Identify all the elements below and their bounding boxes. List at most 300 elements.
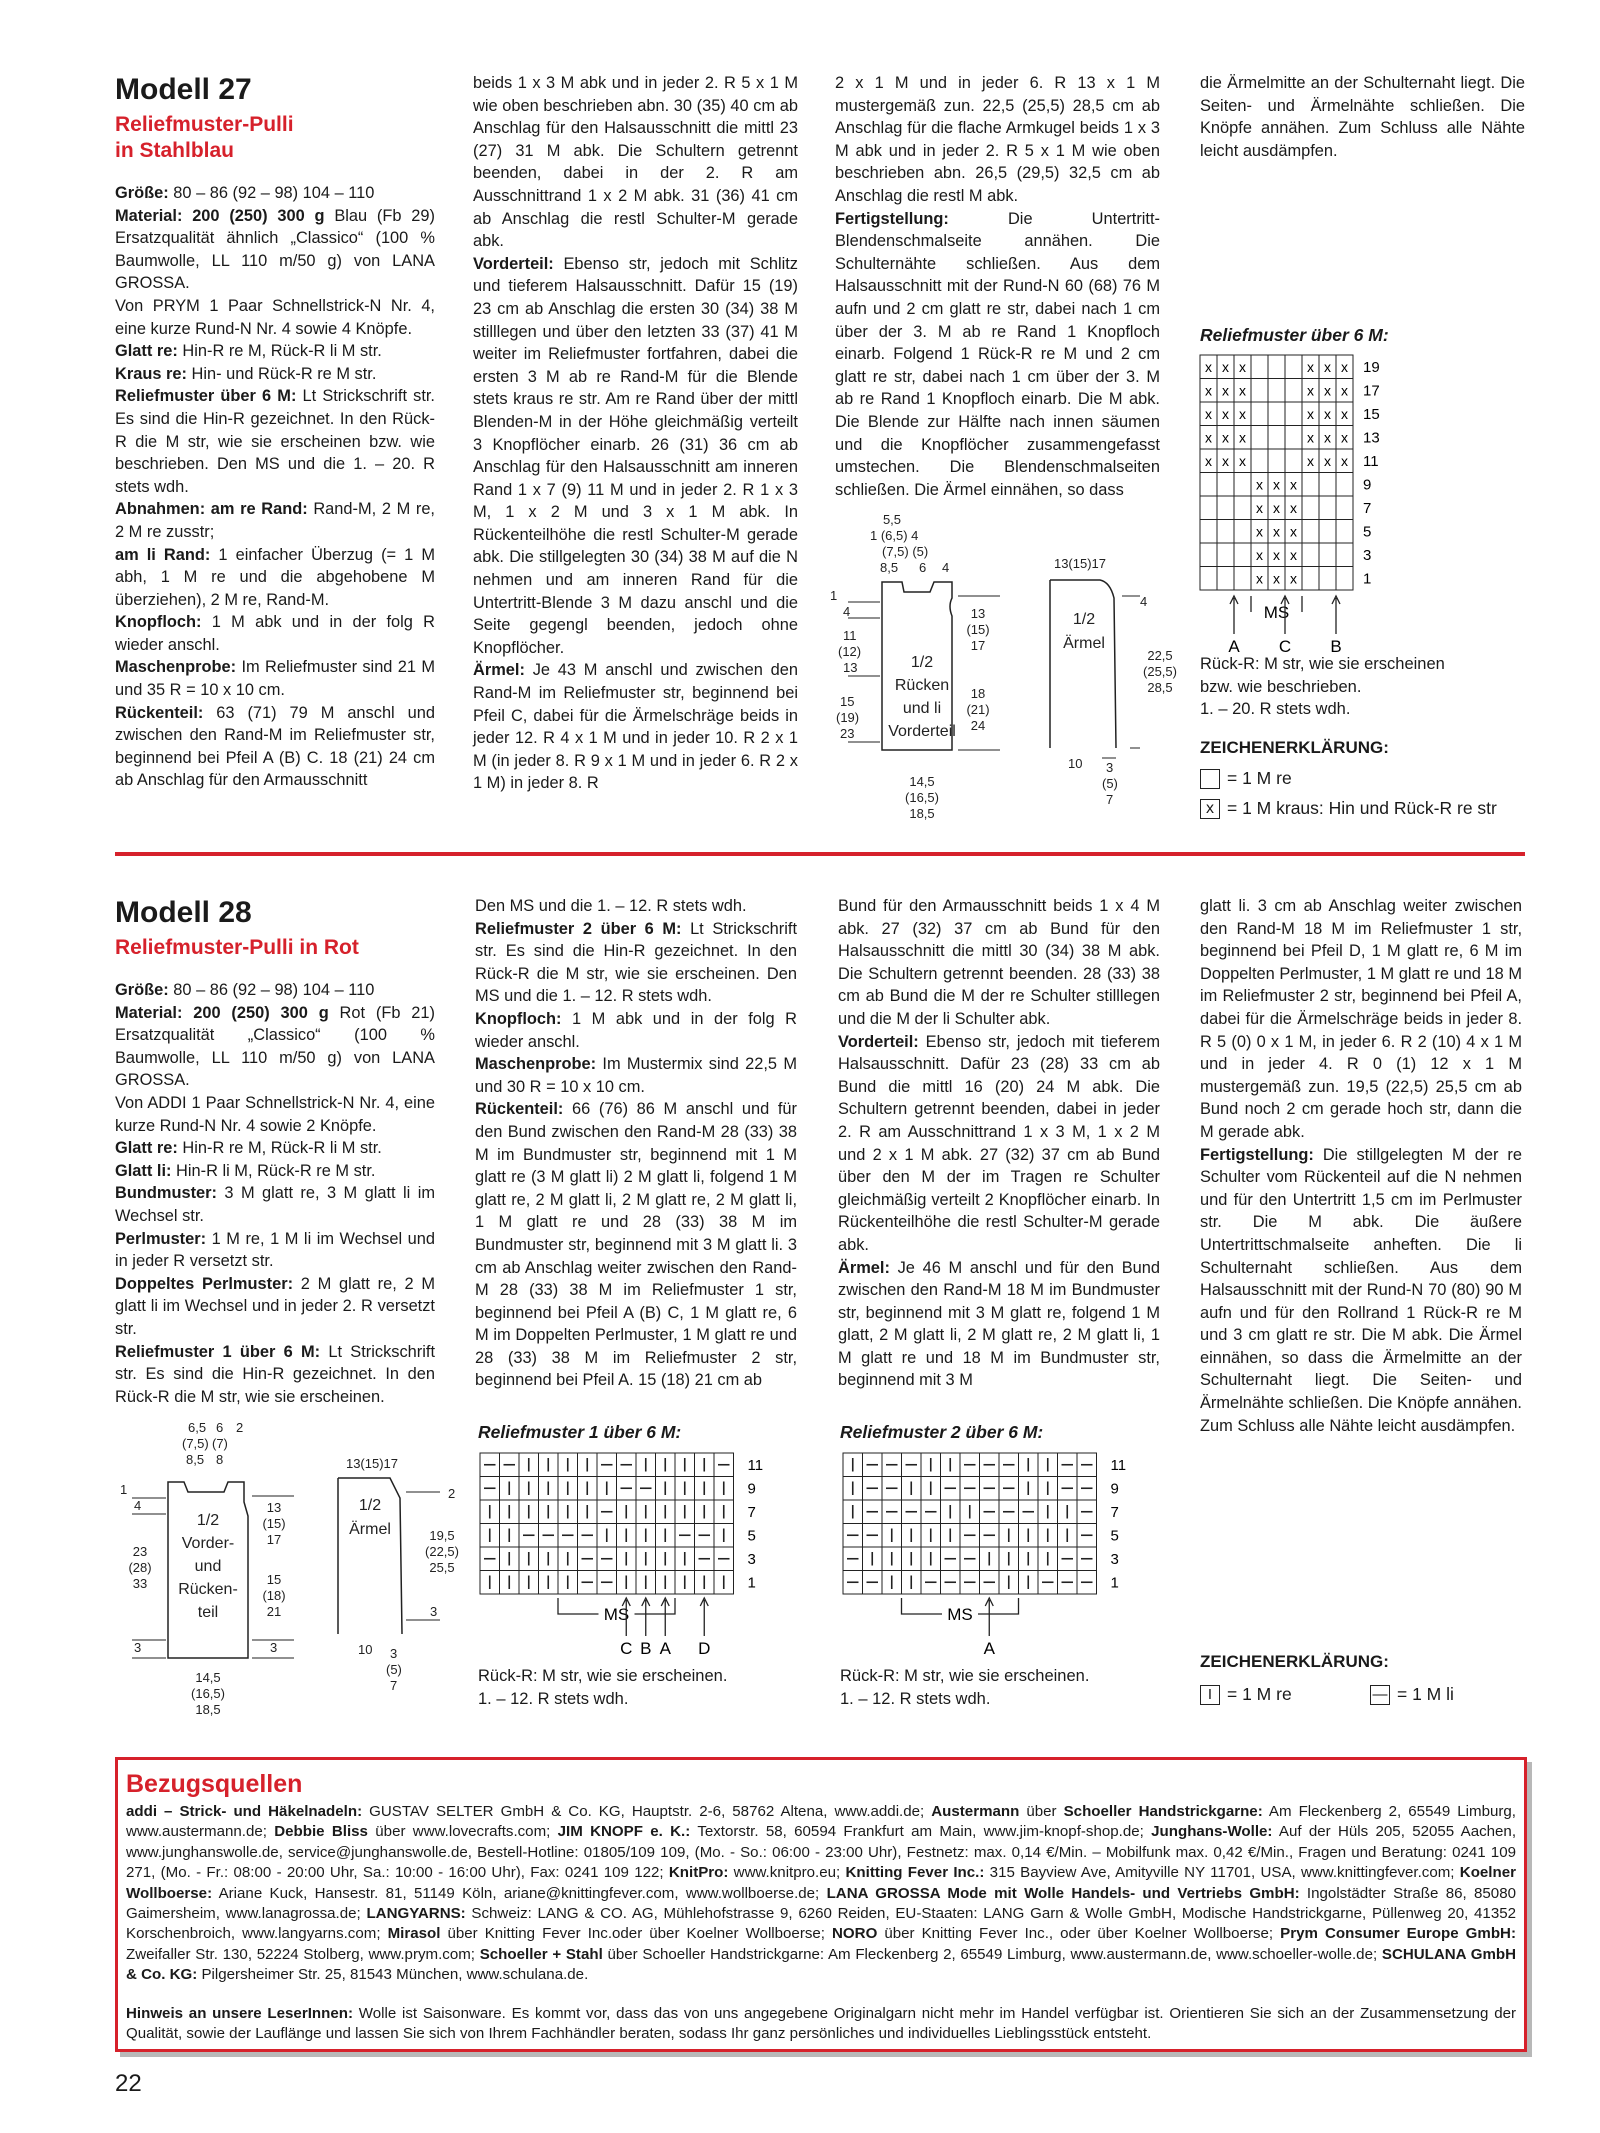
dim: 15 (840, 694, 855, 709)
paragraph (1200, 1144, 1522, 1438)
chart-cell-x: x (1324, 452, 1331, 469)
chart-cell (1217, 496, 1234, 520)
chart-cell-x: x (1273, 499, 1280, 516)
paragraph-text: 1 einfacher Überzug (= 1 M abh, 1 M re und die abgehobene M überziehen), 2 M re, Rand-M. (115, 545, 436, 609)
chart-cell (1200, 543, 1217, 567)
dim: 1 (120, 1482, 128, 1497)
schematic-label: Ärmel (1063, 635, 1105, 652)
dim: 6 (919, 560, 927, 575)
modell27-subtitle (115, 112, 435, 164)
paragraph (115, 295, 435, 340)
paragraph-text: Lt Strickschrift str. Es sind die Hin-R gezeichnet. In den Rück-R die M str, wie sie erscheinen. Den MS und die 1. – 12. R stets wdh. (475, 919, 798, 1006)
modell28-reliefmuster1-chart (475, 1448, 805, 1658)
supplier-name: Debbie Bliss (274, 1823, 368, 1841)
modell28-col2-text (475, 895, 797, 1392)
supplier-details: Pilgersheimer Str. 25, 81543 München, www.schulana.de. (197, 1966, 589, 1984)
chart-arrow-label: B (1330, 637, 1342, 656)
paragraph-text: Im Reliefmuster sind 21 M und 35 R = 10 x 10 cm. (115, 658, 435, 700)
chart-arrow (661, 1598, 669, 1636)
paragraph-text: 63 (71) 79 M anschl und zwischen den Rand-M im Reliefmuster str, beginnend bei Pfeil A (B) C. 18 (21) 24 cm ab Anschlag für den Armausschnitt (115, 703, 435, 790)
modell27-subtitle-line2: in Stahlblau (115, 139, 235, 162)
modell28-chart2-note (840, 1665, 1089, 1710)
dim: 19,5 (429, 1528, 455, 1543)
supplier-details: Textorstr. 58, 60594 Frankfurt am Main, www.jim-knopf-shop.de; (690, 1823, 1152, 1841)
paragraph (115, 1160, 435, 1183)
dim: (21) (966, 702, 990, 717)
chart-row-number: 9 (1110, 1480, 1119, 1498)
paragraph-label: Reliefmuster über 6 M: (115, 387, 297, 406)
chart-cell (1200, 496, 1217, 520)
modell28-chart2-caption: Reliefmuster 2 über 6 M: (840, 1422, 1044, 1442)
chart-cell (1319, 567, 1336, 591)
chart-cell-x: x (1239, 405, 1246, 422)
supplier-details: Auf der Hüls 205, 52055 Aachen, www.junghanswolle.de, service@junghanswolle.de, Bestell-Hotline: 01805/109 109, (Mo. - So.: 06:00 - 23:00 Uhr), Festnetz: max. 0,14 €/Min. – Mobilfunk max. 0,42 €/Min., Fragen und Beratung: 0241 109 271, (Mo. - Fr.: 08:00 - 20:00 Uhr, Sa.: 10:00 - 16:00 Uhr), Fax: 0241 109 122; (126, 1823, 1517, 1882)
legend-symbol: I (1207, 1686, 1213, 1703)
dim: 23 (840, 726, 855, 741)
chart-cell (1302, 543, 1319, 567)
paragraph-text: Je 43 M anschl und zwischen den Rand-M im Reliefmuster str, beginnend bei Pfeil C, dabei für die Ärmelschräge beids in jeder 12. R 4 x 1 M und in jeder 10. R 2 x 1 M (in jeder 8. R 9 x 1 M und in jeder 6. R 2 x 1 M) in jeder 8. R (473, 661, 798, 793)
paragraph-label: Perlmuster: (115, 1229, 207, 1248)
legend-label: = 1 M kraus: Hin und Rück-R re str (1227, 798, 1497, 818)
dim: (15) (262, 1516, 286, 1531)
modell27-reliefmuster-chart (1195, 350, 1455, 656)
paragraph-label: Ärmel: (473, 661, 525, 680)
modell27-subtitle-line1: Reliefmuster-Pulli (115, 113, 294, 136)
chart-cell-x: x (1256, 476, 1263, 493)
note-line: bzw. wie beschrieben. (1200, 677, 1362, 696)
paragraph (473, 659, 798, 795)
bezugsquellen-box (115, 1757, 1527, 2052)
paragraph (475, 1053, 797, 1098)
supplier-details: Ingolstädter Straße 86, 85080 Gaimersheim, www.lanagrossa.de; (126, 1884, 1516, 1923)
paragraph-text: beids 1 x 3 M abk und in jeder 2. R 5 x 1 M wie oben beschrieben abn. 30 (35) 40 cm ab Anschlag für den Halsausschnitt die mittl 23 (27) 31 M abk. Die Schultern getrennt beenden, dabei in der 2. R am Ausschnittrand 1 x 2 M abk. 31 (36) 41 cm ab Anschlag die restl Schulter-M gerade abk. (473, 74, 798, 251)
chart-arrow (1332, 596, 1340, 634)
schematic-label: Ärmel (349, 1521, 391, 1538)
note-line: 1. – 12. R stets wdh. (840, 1689, 991, 1708)
modell27-column-2 (473, 72, 798, 795)
dim: (12) (838, 644, 862, 659)
note-line: Rück-R: M str, wie sie erscheinen (1200, 655, 1445, 673)
chart-cell-x: x (1290, 570, 1297, 587)
supplier-details: www.knitpro.eu; (728, 1864, 846, 1882)
chart-cell-x: x (1290, 476, 1297, 493)
chart-cell-x: x (1222, 405, 1229, 422)
paragraph-text: Lt Strickschrift str. Es sind die Hin-R gezeichnet. In den Rück-R die M str, wie sie erscheinen. (115, 1342, 435, 1406)
dim: 21 (266, 1604, 282, 1619)
paragraph (115, 385, 435, 498)
paragraph-text: Den MS und die 1. – 12. R stets wdh. (475, 897, 747, 915)
paragraph-label: Glatt re: (115, 342, 178, 361)
paragraph-text: 2 x 1 M und in jeder 6. R 13 x 1 M mustergemäß zun. 22,5 (25,5) 28,5 cm ab Anschlag für die flache Armkugel beids 1 x 3 M abk und in jeder 2. R 5 x 1 M wie oben beschrieben abn. 26,5 (29,5) 32,5 cm ab Anschlag die restl M abk. (835, 74, 1160, 205)
paragraph-text: Hin-R li M, Rück-R re M str. (171, 1161, 376, 1180)
note-line: Rück-R: M str, wie sie erscheinen. (478, 1667, 728, 1685)
chart-cell (1217, 543, 1234, 567)
modell27-col2-text (473, 72, 798, 795)
schematic-label: teil (197, 1604, 219, 1621)
paragraph (835, 208, 1160, 502)
paragraph (115, 1002, 435, 1092)
modell28-reliefmuster2-chart (838, 1448, 1168, 1658)
paragraph-text: 80 – 86 (92 – 98) 104 – 110 (168, 981, 375, 999)
modell27-col3-text (835, 72, 1160, 501)
modell27-legend-empty (1200, 768, 1292, 789)
paragraph-text: Hin- und Rück-R re M str. (186, 364, 377, 383)
paragraph-text: Ebenso str, jedoch mit tieferem Halsausschnitt. Dafür 23 (28) 33 cm ab Bund die mittl 16 (20) 24 M abk. Die Schultern getrennt beenden, dabei in jeder 2. R am Ausschnittrand 1 x 3 M, 1 x 2 M und 2 x 1 M abk. 27 (32) 37 cm ab Bund über den M der im Tragen re Schulter gleichmäßig verteilt 2 Knopflöcher einarb. In Rückenteilhöhe die restl Schulter-M gerade abk. (838, 1032, 1160, 1254)
paragraph-text: die Ärmelmitte an der Schulternaht liegt. Die Seiten- und Ärmelnähte schließen. Die Knöpfe annähen. Zum Schluss alle Nähte leicht ausdämpfen. (1200, 74, 1525, 160)
dim: 13 (266, 1500, 282, 1515)
chart-cell-x: x (1273, 523, 1280, 540)
paragraph-label: Material: 200 (250) 300 g (115, 206, 325, 225)
paragraph (473, 72, 798, 253)
dim: (22,5) (425, 1544, 459, 1559)
chart-cell (1200, 473, 1217, 497)
chart-cell (1302, 473, 1319, 497)
paragraph (1200, 72, 1525, 162)
schematic-label: Rücken- (178, 1581, 238, 1598)
chart-arrow-label: A (1228, 637, 1240, 656)
chart-cell (1217, 567, 1234, 591)
chart-cell-x: x (1273, 570, 1280, 587)
paragraph-label: Rückenteil: (115, 703, 204, 722)
chart-arrow (1230, 596, 1238, 634)
paragraph-text: 1 M abk und in der folg R wieder anschl. (115, 613, 435, 654)
supplier-details: über Schoeller Handstrickgarne: Am Fleckenberg 2, 65549 Limburg, www.austermann.de, www.schoeller-wolle.de; (602, 1945, 1382, 1963)
paragraph-label: Maschenprobe: (115, 658, 237, 677)
chart-cell-x: x (1205, 429, 1212, 446)
paragraph (115, 1137, 435, 1160)
supplier-name: NORO (832, 1925, 878, 1943)
chart-row-number: 17 (1363, 382, 1380, 400)
paragraph-text: Blau (Fb 29) Ersatzqualität ähnlich „Classico“ (100 % Baumwolle, LL 110 m/50 g) von LANA GROSSA. (115, 206, 435, 293)
dim: 18,5 (909, 806, 935, 821)
chart-cell-x: x (1290, 499, 1297, 516)
modell27-legend-kraus (1200, 798, 1497, 819)
supplier-name: Koelner Wollboerse: (126, 1864, 1516, 1902)
supplier-details: 315 Bayview Ave, Amityville NY 11701, USA, www.knittingfever.com; (984, 1864, 1460, 1882)
chart-cell-x: x (1205, 452, 1212, 469)
chart-cell (1268, 355, 1285, 379)
dim: 8,5 (186, 1452, 205, 1467)
supplier-details: Schweiz: LANG & CO. AG, Mühlehofstrasse 9, 6260 Reiden, EU-Staaten: LANG Garn & Wolle GmbH, Modische Handstrickgarne, Püllenweg 20, 41352 Korschenbroich, www.langyarns.com; (126, 1905, 1516, 1943)
dim: 4 (942, 560, 950, 575)
paragraph-label: Vorderteil: (473, 254, 554, 273)
chart-row-number: 7 (747, 1503, 756, 1521)
modell28-col3-text (838, 895, 1160, 1392)
dim: 23 (132, 1544, 148, 1559)
chart-row-number: 7 (1110, 1503, 1119, 1521)
chart-cell (1302, 567, 1319, 591)
chart-cell-x: x (1341, 452, 1348, 469)
paragraph-text: Lt Strickschrift str. Es sind die Hin-R gezeichnet. In den Rück-R die M str, wie sie erscheinen bzw. wie beschrieben. Den MS und die 1. – 20. R stets wdh. (115, 387, 435, 496)
paragraph-text: Von PRYM 1 Paar Schnellstrick-N Nr. 4, eine kurze Rund-N Nr. 4 sowie 4 Knöpfe. (115, 296, 435, 338)
paragraph-label: Knopfloch: (115, 613, 202, 632)
modell27-schematic-body (830, 510, 1010, 830)
leser-hinweis (126, 2004, 1516, 2045)
schematic-label: 1/2 (358, 1497, 382, 1514)
schematic-label: 1/2 (196, 1512, 220, 1529)
paragraph (115, 702, 435, 792)
chart-arrow-label: D (698, 1639, 711, 1658)
chart-cell (1336, 496, 1353, 520)
chart-cell (1285, 379, 1302, 403)
modell28-column-1 (115, 895, 435, 1408)
dim: 2 (448, 1486, 456, 1501)
chart-arrow-label: B (640, 1639, 652, 1658)
hint-label: Hinweis an unsere LeserInnen: (126, 2004, 353, 2022)
paragraph-label: Knopfloch: (475, 1009, 562, 1028)
paragraph-text: 80 – 86 (92 – 98) 104 – 110 (168, 184, 375, 202)
dim: 13 (843, 660, 858, 675)
modell28-col1-text (115, 979, 435, 1408)
paragraph-text: 1 M re, 1 M li im Wechsel und in jeder R versetzt str. (115, 1229, 435, 1271)
chart-row-number: 19 (1363, 358, 1380, 376)
modell28-column-3 (838, 895, 1160, 1392)
chart-cell-x: x (1205, 405, 1212, 422)
dim: 10 (1068, 756, 1083, 771)
paragraph (838, 1257, 1160, 1393)
dim: 6,5 (188, 1420, 207, 1435)
dim: (7,5) (5) (882, 544, 929, 559)
legend-label: = 1 M re (1227, 1684, 1292, 1704)
dim: 1 (830, 588, 838, 603)
legend-label: = 1 M li (1397, 1684, 1454, 1704)
paragraph-label: Reliefmuster 2 über 6 M: (475, 919, 682, 938)
chart-row-number: 5 (1363, 523, 1372, 541)
chart-cell (1234, 567, 1251, 591)
supplier-details: Zweifaller Str. 130, 52224 Stolberg, www.prym.com; (126, 1945, 480, 1963)
paragraph-label: Reliefmuster 1 über 6 M: (115, 1342, 321, 1361)
chart-cell (1336, 567, 1353, 591)
chart-cell (1251, 402, 1268, 426)
dim: 7 (390, 1678, 398, 1693)
supplier-name: JIM KNOPF e. K.: (557, 1823, 691, 1841)
chart-cell-x: x (1341, 405, 1348, 422)
chart-ms-label: MS (1263, 603, 1290, 622)
modell27-col1-text (115, 182, 435, 792)
modell27-col4-text (1200, 72, 1525, 162)
paragraph (473, 253, 798, 660)
modell28-title: Modell 28 (115, 896, 252, 929)
chart-cell (1285, 426, 1302, 450)
supplier-details: Ariane Kuck, Hansestr. 81, 51149 Köln, ariane@knittingfever.com, www.wollboerse.de; (212, 1884, 827, 1902)
chart-cell (1217, 473, 1234, 497)
paragraph (475, 1098, 797, 1392)
chart-cell-x: x (1307, 382, 1314, 399)
chart-cell-x: x (1205, 358, 1212, 375)
supplier-name: Mirasol (387, 1925, 441, 1943)
paragraph-label: Bundmuster: (115, 1184, 217, 1203)
chart-cell-x: x (1341, 429, 1348, 446)
chart-cell (1319, 473, 1336, 497)
chart-cell (1319, 543, 1336, 567)
chart-cell (1285, 402, 1302, 426)
modell27-title: Modell 27 (115, 73, 252, 106)
x-box-icon (1200, 799, 1220, 819)
paragraph (115, 656, 435, 701)
dim: 18,5 (195, 1702, 221, 1717)
modell28-legend-li (1370, 1684, 1454, 1705)
modell27-chart-note (1200, 653, 1445, 721)
dim: 33 (132, 1576, 148, 1591)
supplier-name: Austermann (931, 1803, 1020, 1820)
chart-cell-x: x (1256, 546, 1263, 563)
modell27-column-3 (835, 72, 1160, 501)
paragraph-text: Im Mustermix sind 22,5 M und 30 R = 10 x 10 cm. (475, 1055, 797, 1096)
chart-row-number: 3 (747, 1550, 756, 1568)
paragraph (115, 340, 435, 363)
paragraph-label: Rückenteil: (475, 1100, 564, 1119)
dim: 25,5 (429, 1560, 455, 1575)
chart-cell-x: x (1324, 429, 1331, 446)
chart-cell (1285, 449, 1302, 473)
dim: 5,5 (882, 512, 902, 527)
schematic-label: und li (902, 700, 942, 717)
chart-row-number: 11 (1363, 452, 1379, 470)
chart-cell-x: x (1239, 429, 1246, 446)
dim: 4 (1140, 594, 1148, 609)
chart-cell (1234, 520, 1251, 544)
chart-cell (1285, 355, 1302, 379)
chart-cell-x: x (1324, 405, 1331, 422)
paragraph (115, 1341, 435, 1409)
paragraph (115, 1273, 435, 1341)
dim: (28) (128, 1560, 152, 1575)
chart-cell (1268, 449, 1285, 473)
stitch-purl-icon (1370, 1685, 1390, 1705)
supplier-details: über Knitting Fever Inc., oder über Koelner Wollboerse; (877, 1925, 1281, 1943)
paragraph (115, 979, 435, 1002)
chart-cell-x: x (1239, 382, 1246, 399)
supplier-name: addi – Strick- und Häkelnadeln: (126, 1803, 363, 1820)
modell28-column-2 (475, 895, 797, 1392)
legend-label: = 1 M re (1227, 768, 1292, 788)
dim: 14,5 (909, 774, 935, 789)
paragraph-label: Material: 200 (250) 300 g (115, 1003, 329, 1022)
chart-arrow-label: A (983, 1639, 995, 1658)
schematic-label: 1/2 (910, 654, 934, 671)
chart-cell-x: x (1256, 523, 1263, 540)
supplier-details: über www.lovecrafts.com; (367, 1823, 558, 1841)
chart-row-number: 9 (1363, 476, 1372, 494)
modell27-column-4 (1200, 72, 1525, 162)
chart-cell (1336, 543, 1353, 567)
chart-row-number: 13 (1363, 429, 1380, 447)
supplier-name: Schoeller + Stahl (479, 1945, 603, 1963)
dim: 15 (266, 1572, 282, 1587)
chart-ms-label: MS (603, 1605, 630, 1624)
dim: 7 (1106, 792, 1114, 807)
paragraph (115, 205, 435, 295)
chart-row-number: 15 (1363, 405, 1380, 423)
dim: (16,5) (905, 790, 939, 805)
dim: 4 (134, 1498, 142, 1513)
chart-row-number: 5 (1110, 1527, 1119, 1545)
chart-cell (1319, 496, 1336, 520)
paragraph-label: Abnahmen: am re Rand: (115, 500, 308, 519)
paragraph (835, 72, 1160, 208)
supplier-details: Am Fleckenberg 2, 65549 Limburg, www.austermann.de; (126, 1803, 1516, 1841)
chart-cell-x: x (1273, 546, 1280, 563)
chart-cell (1302, 520, 1319, 544)
modell28-chart1-note (478, 1665, 727, 1710)
chart-row-number: 5 (747, 1527, 756, 1545)
note-line: Rück-R: M str, wie sie erscheinen. (840, 1667, 1090, 1685)
modell27-chart-caption: Reliefmuster über 6 M: (1200, 325, 1389, 345)
legend-symbol: x (1206, 799, 1214, 817)
modell28-schematic-sleeve (330, 1448, 480, 1718)
paragraph (115, 182, 435, 205)
paragraph (115, 363, 435, 386)
chart-row-number: 3 (1110, 1550, 1119, 1568)
chart-cell (1336, 473, 1353, 497)
chart-cell-x: x (1341, 382, 1348, 399)
chart-row-number: 1 (747, 1574, 756, 1592)
supplier-name: LANGYARNS: (366, 1905, 466, 1923)
dim: (18) (262, 1588, 286, 1603)
modell28-subtitle: Reliefmuster-Pulli in Rot (115, 936, 359, 959)
chart-row-number: 7 (1363, 499, 1372, 517)
chart-arrow-label: A (659, 1639, 671, 1658)
chart-cell-x: x (1290, 523, 1297, 540)
chart-cell-x: x (1307, 405, 1314, 422)
supplier-name: LANA GROSSA Mode mit Wolle Handels- und Vertriebs GmbH: (826, 1884, 1300, 1902)
supplier-name: Schoeller Handstrickgarne: (1063, 1803, 1263, 1820)
paragraph-label: Kraus re: (115, 364, 187, 383)
chart-cell (1234, 473, 1251, 497)
chart-cell-x: x (1324, 382, 1331, 399)
paragraph (115, 611, 435, 656)
paragraph-label: Vorderteil: (838, 1032, 919, 1051)
schematic-label: Vorder- (181, 1535, 235, 1552)
chart-arrow-label: C (1278, 637, 1292, 656)
schematic-label: Vorderteil (888, 723, 956, 740)
schematic-label: Rücken (894, 677, 950, 694)
legend-symbol: — (1372, 1686, 1388, 1703)
chart-cell (1336, 520, 1353, 544)
modell27-legend-title: ZEICHENERKLÄRUNG: (1200, 738, 1389, 757)
dim: 3 (1106, 760, 1114, 775)
modell28-chart1-caption: Reliefmuster 1 über 6 M: (478, 1422, 682, 1442)
dim: 18 (970, 686, 986, 701)
supplier-name: SCHULANA GmbH & Co. KG: (126, 1945, 1516, 1984)
paragraph-label: am li Rand: (115, 545, 211, 564)
paragraph-label: Glatt re: (115, 1139, 178, 1158)
supplier-details: über (1019, 1803, 1064, 1820)
chart-cell-x: x (1205, 382, 1212, 399)
chart-cell (1234, 496, 1251, 520)
paragraph (475, 895, 797, 918)
chart-cell (1251, 379, 1268, 403)
modell28-col4-text (1200, 895, 1522, 1437)
chart-cell (1251, 449, 1268, 473)
supplier-details: über Knitting Fever Inc.oder über Koelner Wollboerse; (440, 1925, 833, 1943)
supplier-name: KnitPro: (668, 1864, 729, 1882)
dim: 13(15)17 (345, 1456, 399, 1471)
section-divider (115, 852, 1525, 856)
supplier-name: Prym Consumer Europe GmbH: (1280, 1925, 1516, 1943)
paragraph-text: glatt li. 3 cm ab Anschlag weiter zwischen den Rand-M 18 M im Reliefmuster 1 str, beginnend bei Pfeil D, 1 M glatt re, 6 M im Doppelten Perlmuster, 1 M glatt re und 18 M im Reliefmuster 2 str, beginnend bei Pfeil A, dabei für die Ärmelschräge beids in jeder 8. R 5 (0) 0 x 1 M, in jeder 6. R 2 (10) 4 x 1 M und in jeder 4. R 0 (1) 12 x 1 M mustergemäß zun. 19,5 (22,5) 25,5 cm ab Bund noch 2 cm gerade hoch str, dann die M gerade abk. (1200, 897, 1522, 1141)
chart-cell-x: x (1256, 570, 1263, 587)
paragraph (838, 1031, 1160, 1257)
dim: 10 (358, 1642, 373, 1657)
dim: 3 (430, 1604, 438, 1619)
paragraph (475, 918, 797, 1008)
chart-cell-x: x (1273, 476, 1280, 493)
dim: 28,5 (1147, 680, 1173, 695)
empty-box-icon (1200, 769, 1220, 789)
paragraph-text: 66 (76) 86 M anschl und für den Bund zwischen den Rand-M 28 (33) 38 M im Bundmuster str, beginnend mit 1 M glatt re (3 M glatt li) 2 M glatt li, folgend 1 M glatt re, 2 M glatt li, 2 M glatt re, 2 M glatt li, 1 M glatt re und 28 (33) 38 M im Bundmuster str, beginnend mit 3 M glatt li. 3 cm ab Anschlag weiter zwischen den Rand-M 28 (33) 38 M im Reliefmuster 1 str, beginnend bei Pfeil A (B) C, 1 M glatt re, 6 M im Doppelten Perlmuster, 1 M glatt re und 28 (33) 38 M im Reliefmuster 2 str, beginnend bei Pfeil A. 15 (18) 21 cm ab (475, 1100, 797, 1390)
chart-row-number: 11 (747, 1456, 764, 1474)
